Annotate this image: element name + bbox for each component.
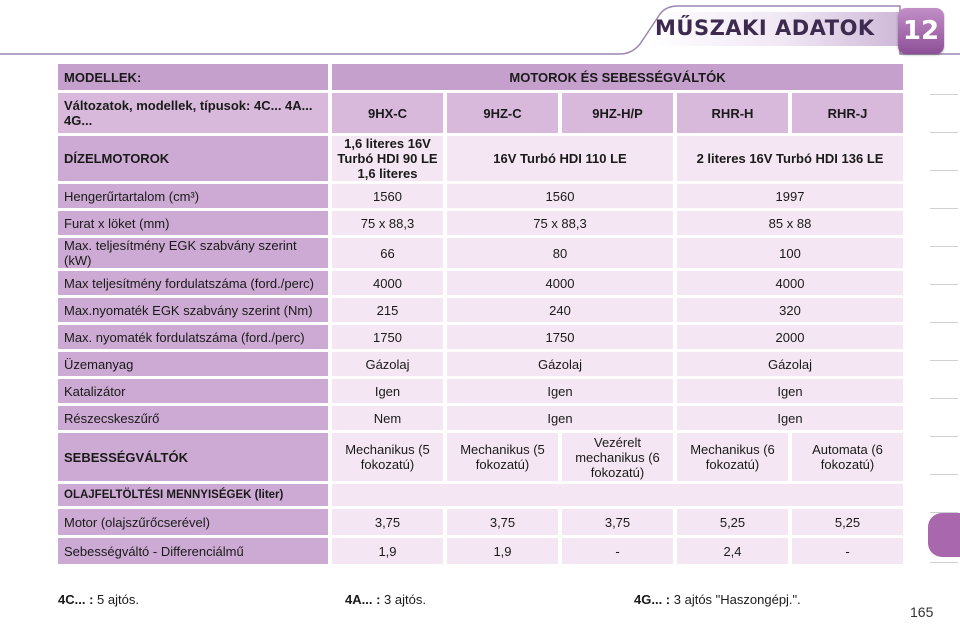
row-value: - [562,538,673,564]
row-value: - [792,538,903,564]
table-header-row [58,64,903,90]
side-tab[interactable] [930,246,958,247]
row-value: 1560 [447,184,673,208]
side-tab[interactable] [930,284,958,285]
footer-note [634,592,801,607]
row-value: Nem [332,406,443,430]
row-value: Igen [447,379,673,403]
table-row [58,298,903,322]
row-value: 1,9 [332,538,443,564]
row-value: 320 [677,298,903,322]
gearbox-cell: Automata (6 fokozatú) [792,433,903,481]
gearbox-cell: Mechanikus (5 fokozatú) [447,433,558,481]
row-value: Igen [332,379,443,403]
side-tab[interactable] [930,170,958,171]
row-value: 75 x 88,3 [332,211,443,235]
row-value: 3,75 [332,509,443,535]
row-value: 75 x 88,3 [447,211,673,235]
diesel-label: DÍZELMOTOROK [58,136,328,181]
gearbox-cell: Mechanikus (5 fokozatú) [332,433,443,481]
row-value: Igen [447,406,673,430]
oil-label: OLAJFELTÖLTÉSI MENNYISÉGEK (liter) [58,484,328,506]
footer-text: 5 ajtós. [97,592,139,607]
oil-header-fill [332,484,903,506]
row-value: 1997 [677,184,903,208]
row-value: Gázolaj [677,352,903,376]
row-label: Részecskeszűrő [58,406,328,430]
row-label: Max teljesítmény fordulatszáma (ford./perc) [58,271,328,295]
engines-row [58,136,903,181]
row-value: 3,75 [447,509,558,535]
page-title: MŰSZAKI ADATOK [655,16,875,40]
side-tab-active[interactable] [928,513,960,557]
row-value: Gázolaj [447,352,673,376]
row-label: Furat x löket (mm) [58,211,328,235]
row-label: Üzemanyag [58,352,328,376]
footer-text: 3 ajtós. [384,592,426,607]
motorok-header: MOTOROK ÉS SEBESSÉGVÁLTÓK [332,64,903,90]
table-row [58,406,903,430]
variants-row [58,93,903,133]
spec-table [54,61,907,567]
row-value: 80 [447,238,673,268]
row-value: 1,9 [447,538,558,564]
footer-note [345,592,426,607]
row-label: Max. teljesítmény EGK szabvány szerint (kW) [58,238,328,268]
table-row [58,238,903,268]
table-row [58,379,903,403]
variant-cell: 9HZ-H/P [562,93,673,133]
engine-cell: 16V Turbó HDI 110 LE [447,136,673,181]
row-value: 85 x 88 [677,211,903,235]
row-value: 215 [332,298,443,322]
chapter-number-badge: 12 [898,8,944,54]
footer-text: 3 ajtós "Haszongépj.". [673,592,801,607]
row-value: 5,25 [792,509,903,535]
row-value: Gázolaj [332,352,443,376]
table-row [58,509,903,535]
engine-cell: 1,6 literes 16V Turbó HDI 90 LE 1,6 literes [332,136,443,181]
row-value: 240 [447,298,673,322]
oil-header-row [58,484,903,506]
variant-cell: RHR-H [677,93,788,133]
side-tabs [928,66,960,576]
gearbox-cell: Vezérelt mechanikus (6 fokozatú) [562,433,673,481]
side-tab[interactable] [930,132,958,133]
gearbox-cell: Mechanikus (6 fokozatú) [677,433,788,481]
page-number: 165 [910,604,934,620]
variant-cell: RHR-J [792,93,903,133]
row-label: Hengerűrtartalom (cm³) [58,184,328,208]
row-value: 4000 [332,271,443,295]
modellek-header: MODELLEK: [58,64,328,90]
row-value: 1750 [447,325,673,349]
row-label: Katalizátor [58,379,328,403]
row-value: 66 [332,238,443,268]
side-tab[interactable] [930,562,958,563]
side-tab[interactable] [930,474,958,475]
row-value: 2,4 [677,538,788,564]
row-value: 1560 [332,184,443,208]
table-row [58,184,903,208]
row-value: Igen [677,379,903,403]
variant-cell: 9HX-C [332,93,443,133]
footer-key: 4G... : [634,592,671,607]
footer-note [58,592,139,607]
row-value: 2000 [677,325,903,349]
gearbox-row [58,433,903,481]
gearbox-label: SEBESSÉGVÁLTÓK [58,433,328,481]
variant-cell: 9HZ-C [447,93,558,133]
row-value: 4000 [447,271,673,295]
table-row [58,211,903,235]
row-value: 100 [677,238,903,268]
row-label: Max.nyomaték EGK szabvány szerint (Nm) [58,298,328,322]
row-value: Igen [677,406,903,430]
side-tab[interactable] [930,208,958,209]
row-value: 5,25 [677,509,788,535]
row-label: Sebességváltó - Differenciálmű [58,538,328,564]
engine-cell: 2 literes 16V Turbó HDI 136 LE [677,136,903,181]
footer-key: 4C... : [58,592,94,607]
side-tab[interactable] [930,398,958,399]
row-value: 1750 [332,325,443,349]
table-row [58,325,903,349]
row-label: Max. nyomaték fordulatszáma (ford./perc) [58,325,328,349]
side-tab[interactable] [930,94,958,95]
side-tab[interactable] [930,360,958,361]
side-tab[interactable] [930,322,958,323]
variants-label: Változatok, modellek, típusok: 4C... 4A... 4G... [58,93,328,133]
table-row [58,538,903,564]
side-tab[interactable] [930,436,958,437]
row-label: Motor (olajszűrőcserével) [58,509,328,535]
row-value: 3,75 [562,509,673,535]
row-value: 4000 [677,271,903,295]
footer-key: 4A... : [345,592,381,607]
table-row [58,271,903,295]
table-row [58,352,903,376]
